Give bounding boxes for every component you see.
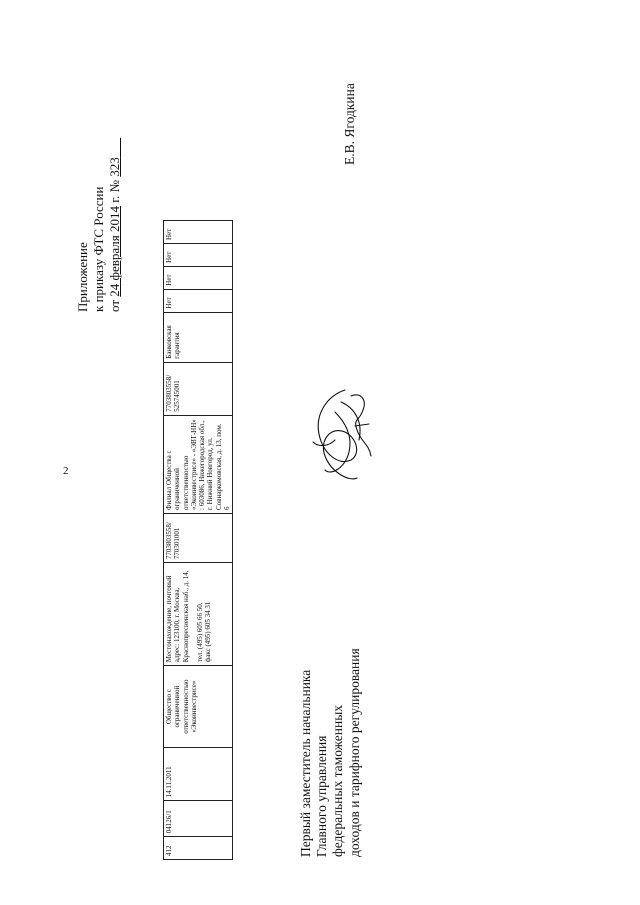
- signatory-title-line: доходов и тарифного регулирования: [346, 648, 362, 857]
- signature-image: [305, 382, 375, 492]
- register-table: [163, 220, 233, 860]
- date-suffix: г.: [107, 195, 122, 203]
- date-prefix: от: [107, 299, 122, 312]
- signatory-title-line: Главного управления: [314, 735, 330, 857]
- address-line: Местонахождение, почтовый: [165, 575, 173, 663]
- signer-name: Е.В. Ягодкина: [342, 83, 357, 165]
- signatory-title-line: федеральных таможенных: [330, 704, 346, 857]
- address-line: тел. (495) 605 66 50,: [195, 602, 204, 663]
- flag-cell: Нет: [164, 266, 233, 289]
- flag-cell: Нет: [164, 243, 233, 266]
- page-number: 2: [63, 465, 69, 477]
- row-number: 412: [164, 837, 233, 860]
- registry-code: 04126/1: [164, 801, 233, 837]
- appendix-order-ref: к приказу ФТС России: [91, 186, 106, 312]
- date-month-year: февраля 2014: [107, 206, 122, 281]
- branch-inn-kpp: 7703803558/ 525745001: [164, 362, 233, 415]
- organization-name: Общество с ограниченной ответственностью «Экоинвестрисе»: [164, 666, 233, 748]
- address-line: Краснопресненская наб., д. 14,: [181, 570, 190, 663]
- date-day: 24: [107, 283, 122, 297]
- appendix-date-line: [107, 138, 123, 312]
- table-row: [164, 221, 233, 860]
- signatory-block: [298, 648, 363, 857]
- flag-cell: Нет: [164, 289, 233, 312]
- appendix-title: Приложение: [75, 242, 90, 312]
- flag-cell: Нет: [164, 221, 233, 244]
- order-number: 323: [107, 157, 122, 177]
- branch-info: Филиал Общества с ограниченной ответственностью «Экоинвестрисе» - «ЭВТ-НН» : 603086, Нижегородская обл., г. Нижний Новгород, ул. Совнаркомовская, д. 13, пом. 6: [164, 415, 233, 513]
- address-line: адрес: 123100, г. Москва,: [173, 587, 182, 663]
- number-prefix: №: [107, 180, 122, 193]
- organization-address: [164, 563, 233, 666]
- signatory-title-line: Первый заместитель начальника: [298, 669, 313, 857]
- appendix-header: [75, 138, 123, 312]
- address-line: факс (495) 605 34 31: [204, 601, 213, 663]
- inn-kpp: 7703803558/ 770301001: [164, 513, 233, 562]
- registration-date: 14.11.2011: [164, 747, 233, 800]
- guarantee-type: Банковская гарантия: [164, 312, 233, 362]
